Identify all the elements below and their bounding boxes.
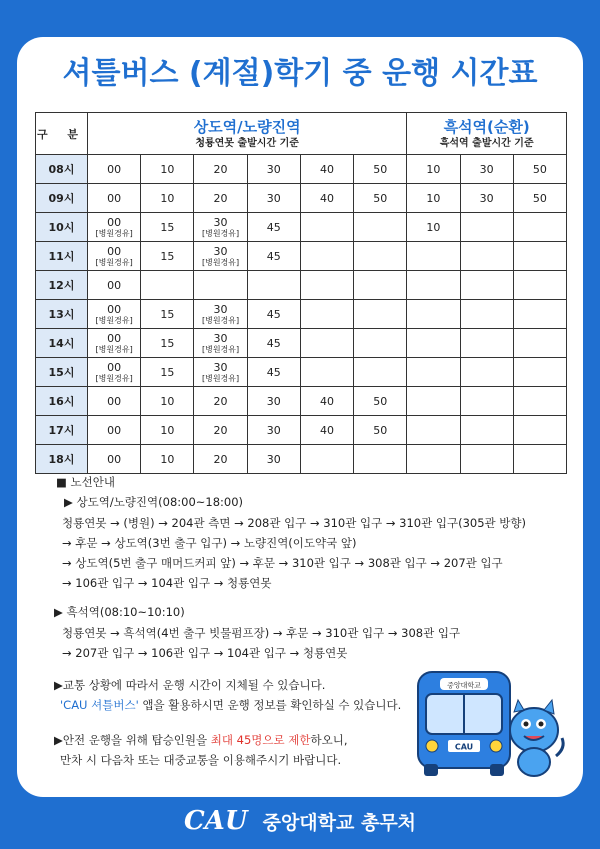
route1-time-cell	[354, 213, 407, 242]
route2-time-cell: 30	[460, 184, 513, 213]
safety-limit: 최대 45명으로 제한	[210, 733, 311, 747]
hospital-via-label: [병원경유]	[95, 257, 133, 267]
route1-time-cell	[354, 329, 407, 358]
route2-line: 청룡연못 → 흑석역(4번 출구 빗물펌프장) → 후문 → 310관 입구 → 308관 입구	[62, 626, 461, 640]
departure-minute: 00	[107, 360, 122, 374]
route2-time-cell	[460, 242, 513, 271]
hour-cell: 11시	[36, 242, 88, 271]
hour-cell: 18시	[36, 445, 88, 474]
bus-sign: 중앙대학교	[447, 681, 481, 690]
route2-time-cell	[460, 416, 513, 445]
route1-time-cell: 45	[247, 358, 300, 387]
route1-time-cell: 15	[141, 358, 194, 387]
route1-time-cell: 20	[194, 184, 247, 213]
route1-time-cell: 00	[88, 271, 141, 300]
route1-time-cell: 10	[141, 416, 194, 445]
notes-heading: ■ 노선안내	[56, 475, 115, 489]
route2-time-cell	[407, 445, 460, 474]
route1-time-cell: 00	[88, 416, 141, 445]
route2-time-cell	[513, 387, 566, 416]
route1-time-cell: 10	[141, 184, 194, 213]
header-gubun: 구 분	[36, 113, 88, 155]
route1-time-cell	[88, 300, 141, 329]
route1-time-cell: 30	[247, 155, 300, 184]
bus-plate: CAU	[454, 742, 474, 752]
route2-time-cell	[407, 358, 460, 387]
route1-time-cell: 40	[300, 387, 353, 416]
route2-time-cell: 10	[407, 184, 460, 213]
header-route2	[407, 113, 567, 155]
hour-cell: 16시	[36, 387, 88, 416]
route2-time-cell	[513, 271, 566, 300]
route2-time-cell	[513, 300, 566, 329]
route1-time-cell	[300, 358, 353, 387]
route1-time-cell: 50	[354, 416, 407, 445]
route1-time-cell	[194, 242, 247, 271]
route1-time-cell	[354, 271, 407, 300]
route2-time-cell	[513, 416, 566, 445]
departure-minute: 00	[107, 244, 122, 258]
route1-time-cell: 45	[247, 213, 300, 242]
route1-time-cell	[300, 242, 353, 271]
route2-time-cell	[513, 242, 566, 271]
hour-cell: 13시	[36, 300, 88, 329]
route1-time-cell: 00	[88, 155, 141, 184]
table-row	[36, 300, 567, 329]
traffic-note: ▶교통 상황에 따라서 운행 시간이 지체될 수 있습니다.	[54, 678, 326, 692]
route1-time-cell: 45	[247, 300, 300, 329]
route1-time-cell: 10	[141, 445, 194, 474]
hour-cell: 08시	[36, 155, 88, 184]
hospital-via-label: [병원경유]	[201, 228, 240, 238]
route1-line: → 106관 입구 → 104관 입구 → 청룡연못	[62, 576, 272, 590]
hour-cell: 14시	[36, 329, 88, 358]
route1-time-cell: 30	[247, 445, 300, 474]
route1-time-cell	[88, 242, 141, 271]
route1-time-cell	[141, 271, 194, 300]
bus-mascot-illustration	[410, 660, 570, 780]
route2-sub: 흑석역 출발시간 기준	[439, 138, 534, 149]
route2-time-cell	[407, 387, 460, 416]
route1-time-cell: 50	[354, 155, 407, 184]
route1-time-cell	[88, 358, 141, 387]
route2-time-cell	[513, 329, 566, 358]
route2-time-cell	[407, 242, 460, 271]
departure-minute: 30	[213, 215, 228, 229]
table-row	[36, 445, 567, 474]
route1-time-cell: 50	[354, 387, 407, 416]
route2-title: ▶ 흑석역(08:10~10:10)	[54, 605, 185, 619]
route1-time-cell: 20	[194, 387, 247, 416]
departure-minute: 30	[213, 331, 228, 345]
route1-time-cell: 20	[194, 416, 247, 445]
route1-time-cell: 40	[300, 155, 353, 184]
route1-time-cell	[300, 300, 353, 329]
route1-time-cell: 40	[300, 416, 353, 445]
table-row	[36, 242, 567, 271]
route1-time-cell: 30	[247, 184, 300, 213]
route1-time-cell: 00	[88, 387, 141, 416]
route1-sub: 청룡연못 출발시간 기준	[195, 138, 299, 149]
route1-time-cell: 45	[247, 242, 300, 271]
route1-time-cell: 15	[141, 300, 194, 329]
table-row	[36, 213, 567, 242]
route2-time-cell	[460, 445, 513, 474]
departure-minute: 30	[213, 244, 228, 258]
route2-time-cell: 10	[407, 213, 460, 242]
hospital-via-label: [병원경유]	[95, 344, 133, 354]
hospital-via-label: [병원경유]	[201, 257, 240, 267]
route1-title: ▶ 상도역/노량진역(08:00~18:00)	[64, 495, 244, 509]
hospital-via-label: [병원경유]	[201, 344, 240, 354]
route1-time-cell: 15	[141, 329, 194, 358]
route1-time-cell: 50	[354, 184, 407, 213]
table-row	[36, 387, 567, 416]
hour-cell: 09시	[36, 184, 88, 213]
departure-minute: 00	[107, 331, 122, 345]
route1-time-cell: 30	[247, 387, 300, 416]
table-row	[36, 358, 567, 387]
table-row	[36, 271, 567, 300]
route2-time-cell	[460, 213, 513, 242]
route1-time-cell: 30	[247, 416, 300, 445]
hospital-via-label: [병원경유]	[95, 373, 133, 383]
table-row	[36, 155, 567, 184]
hospital-via-label: [병원경유]	[95, 228, 133, 238]
departure-minute: 00	[107, 302, 122, 316]
page-title: 셔틀버스 (계절)학기 중 운행 시간표	[62, 56, 538, 91]
safety-note-pre: ▶안전 운행을 위해 탑승인원을	[54, 733, 211, 747]
route2-time-cell	[513, 213, 566, 242]
hour-cell: 15시	[36, 358, 88, 387]
route1-time-cell: 00	[88, 445, 141, 474]
route1-time-cell	[354, 242, 407, 271]
route2-time-cell	[407, 329, 460, 358]
table-row	[36, 329, 567, 358]
route1-time-cell: 40	[300, 184, 353, 213]
safety-note-post: 하오니,	[310, 733, 348, 747]
departure-minute: 30	[213, 302, 228, 316]
route2-time-cell	[407, 271, 460, 300]
route2-time-cell	[460, 300, 513, 329]
route1-line: → 상도역(5번 출구 매머드커피 앞) → 후문 → 310관 입구 → 308관 입구 → 207관 입구	[62, 556, 503, 570]
hospital-via-label: [병원경유]	[201, 373, 240, 383]
route2-time-cell: 50	[513, 184, 566, 213]
route2-time-cell	[460, 387, 513, 416]
route1-time-cell	[88, 213, 141, 242]
app-note-text: 앱을 활용하시면 운행 정보를 확인하실 수 있습니다.	[138, 698, 402, 712]
route1-time-cell: 15	[141, 242, 194, 271]
route2-time-cell	[407, 300, 460, 329]
safety-note	[54, 732, 347, 748]
route2-time-cell	[407, 416, 460, 445]
route1-time-cell: 15	[141, 213, 194, 242]
route2-time-cell: 50	[513, 155, 566, 184]
full-bus-note: 만차 시 다음차 또는 대중교통을 이용해주시기 바랍니다.	[60, 753, 342, 767]
route1-time-cell: 20	[194, 155, 247, 184]
table-row	[36, 416, 567, 445]
timetable	[35, 112, 567, 474]
route1-time-cell	[300, 445, 353, 474]
route2-time-cell	[460, 271, 513, 300]
route1-time-cell	[300, 213, 353, 242]
hour-cell: 10시	[36, 213, 88, 242]
route1-time-cell	[194, 329, 247, 358]
app-name: 'CAU 셔틀버스'	[60, 698, 139, 712]
route2-time-cell	[513, 358, 566, 387]
route1-line: → 후문 → 상도역(3번 출구 입구) → 노량진역(이도약국 앞)	[62, 536, 357, 550]
route1-time-cell	[354, 358, 407, 387]
route2-time-cell	[460, 358, 513, 387]
route1-line: 청룡연못 → (병원) → 204관 측면 → 208관 입구 → 310관 입구 → 310관 입구(305관 방향)	[62, 516, 526, 530]
route1-time-cell	[354, 300, 407, 329]
cau-logo: CAU	[183, 806, 248, 836]
header-route1	[88, 113, 407, 155]
hour-cell: 12시	[36, 271, 88, 300]
hour-cell: 17시	[36, 416, 88, 445]
departure-minute: 30	[213, 360, 228, 374]
route1-name: 상도역/노량진역	[193, 118, 301, 136]
footer	[0, 806, 600, 836]
route1-time-cell: 00	[88, 184, 141, 213]
route2-name: 흑석역(순환)	[443, 118, 530, 136]
route1-time-cell	[247, 271, 300, 300]
route2-time-cell	[460, 329, 513, 358]
footer-org: 중앙대학교 총무처	[262, 811, 417, 834]
departure-minute: 00	[107, 215, 122, 229]
route1-time-cell	[194, 358, 247, 387]
route1-time-cell: 10	[141, 387, 194, 416]
route2-line: → 207관 입구 → 106관 입구 → 104관 입구 → 청룡연못	[62, 646, 348, 660]
route1-time-cell	[354, 445, 407, 474]
table-row	[36, 184, 567, 213]
route1-time-cell	[300, 329, 353, 358]
route2-time-cell	[513, 445, 566, 474]
hospital-via-label: [병원경유]	[95, 315, 133, 325]
route1-time-cell: 45	[247, 329, 300, 358]
route2-time-cell: 10	[407, 155, 460, 184]
route1-time-cell	[300, 271, 353, 300]
route1-time-cell: 10	[141, 155, 194, 184]
route1-time-cell: 20	[194, 445, 247, 474]
app-note	[60, 697, 401, 713]
route1-time-cell	[88, 329, 141, 358]
hospital-via-label: [병원경유]	[201, 315, 240, 325]
route1-time-cell	[194, 213, 247, 242]
route1-time-cell	[194, 271, 247, 300]
route1-time-cell	[194, 300, 247, 329]
route2-time-cell: 30	[460, 155, 513, 184]
